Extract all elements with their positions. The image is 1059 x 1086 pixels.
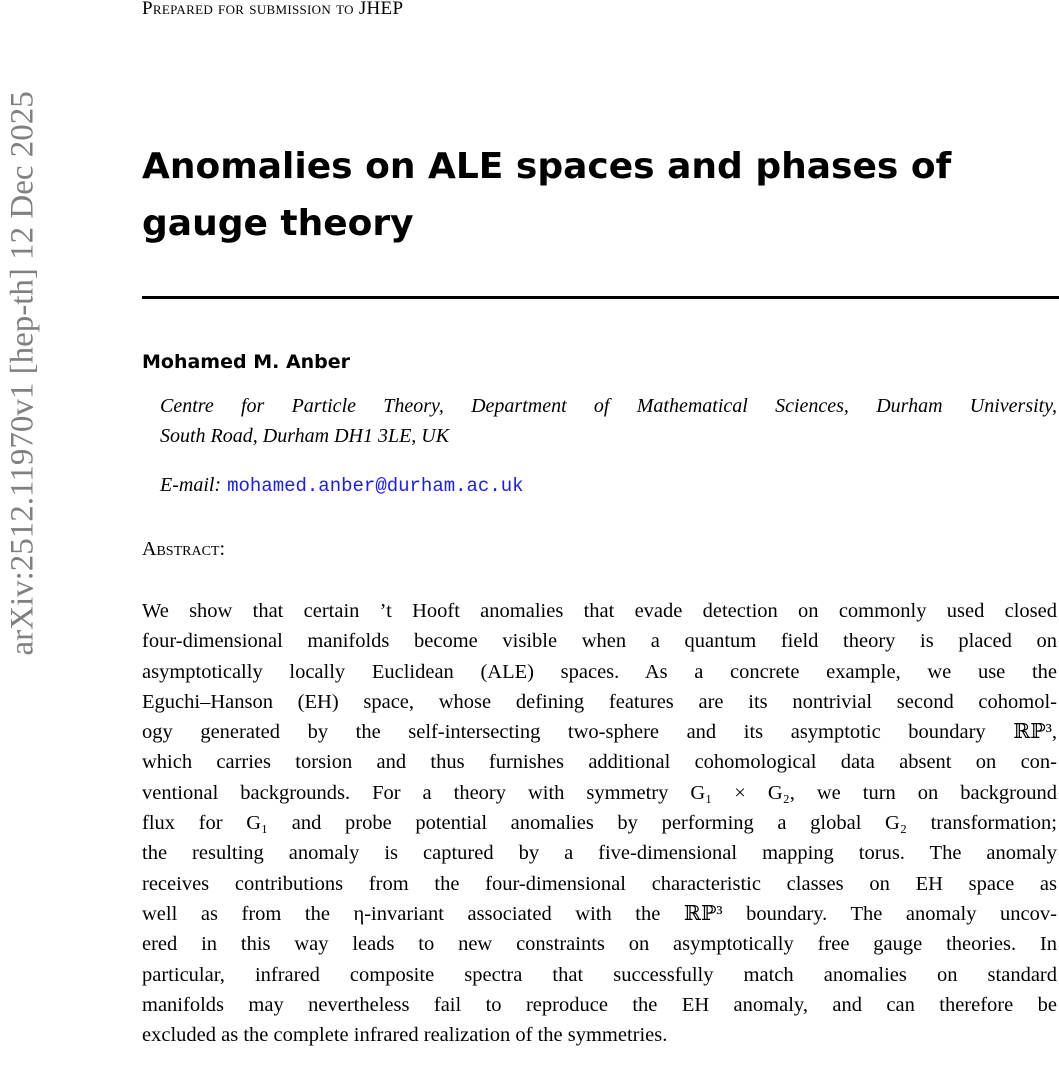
email-line bbox=[160, 474, 524, 497]
arxiv-stamp: arXiv:2512.11970v1 [hep-th] 12 Dec 2025 bbox=[4, 91, 41, 656]
email-link[interactable]: mohamed.anber@durham.ac.uk bbox=[227, 475, 524, 497]
abstract-line: which carries torsion and thus furnishes additional cohomological data absent on con- bbox=[142, 751, 1057, 774]
abstract-line: well as from the η-invariant associated with the ℝℙ³ boundary. The anomaly uncov- bbox=[142, 902, 1057, 925]
abstract-line: Eguchi–Hanson (EH) space, whose defining features are its nontrivial second cohomol- bbox=[142, 690, 1057, 713]
abstract-line: the resulting anomaly is captured by a five-dimensional mapping torus. The anomaly bbox=[142, 842, 1057, 865]
submission-header: Prepared for submission to JHEP bbox=[142, 0, 404, 19]
affiliation-line: South Road, Durham DH1 3LE, UK bbox=[160, 425, 450, 447]
abstract-line: ventional backgrounds. For a theory with symmetry G₁ × G₂, we turn on background bbox=[142, 781, 1057, 804]
abstract-line: ogy generated by the self-intersecting two-sphere and its asymptotic boundary ℝℙ³, bbox=[142, 721, 1057, 744]
abstract-line: ered in this way leads to new constraints on asymptotically free gauge theories. In bbox=[142, 933, 1057, 956]
abstract-line: We show that certain ’t Hooft anomalies that evade detection on commonly used closed bbox=[142, 600, 1057, 622]
author-name: Mohamed M. Anber bbox=[142, 351, 351, 373]
title-rule bbox=[142, 296, 1059, 299]
email-label: E-mail: bbox=[160, 474, 222, 496]
affiliation-line: Centre for Particle Theory, Department of Mathematical Sciences, Durham University, bbox=[160, 395, 1057, 417]
abstract-line: excluded as the complete infrared realization of the symmetries. bbox=[142, 1024, 668, 1047]
abstract-line: flux for G₁ and probe potential anomalies by performing a global G₂ transformation; bbox=[142, 812, 1057, 835]
abstract-line: four-dimensional manifolds become visible when a quantum field theory is placed on bbox=[142, 630, 1057, 653]
paper-title: Anomalies on ALE spaces and phases of gauge theory bbox=[142, 146, 952, 244]
abstract-body bbox=[142, 596, 1057, 1050]
abstract-heading: Abstract: bbox=[142, 538, 226, 560]
abstract-line: asymptotically locally Euclidean (ALE) spaces. As a concrete example, we use the bbox=[142, 660, 1057, 683]
abstract-line: particular, infrared composite spectra that successfully match anomalies on standard bbox=[142, 963, 1057, 986]
abstract-line: receives contributions from the four-dimensional characteristic classes on EH space as bbox=[142, 872, 1057, 895]
abstract-line: manifolds may nevertheless fail to reproduce the EH anomaly, and can therefore be bbox=[142, 993, 1057, 1016]
